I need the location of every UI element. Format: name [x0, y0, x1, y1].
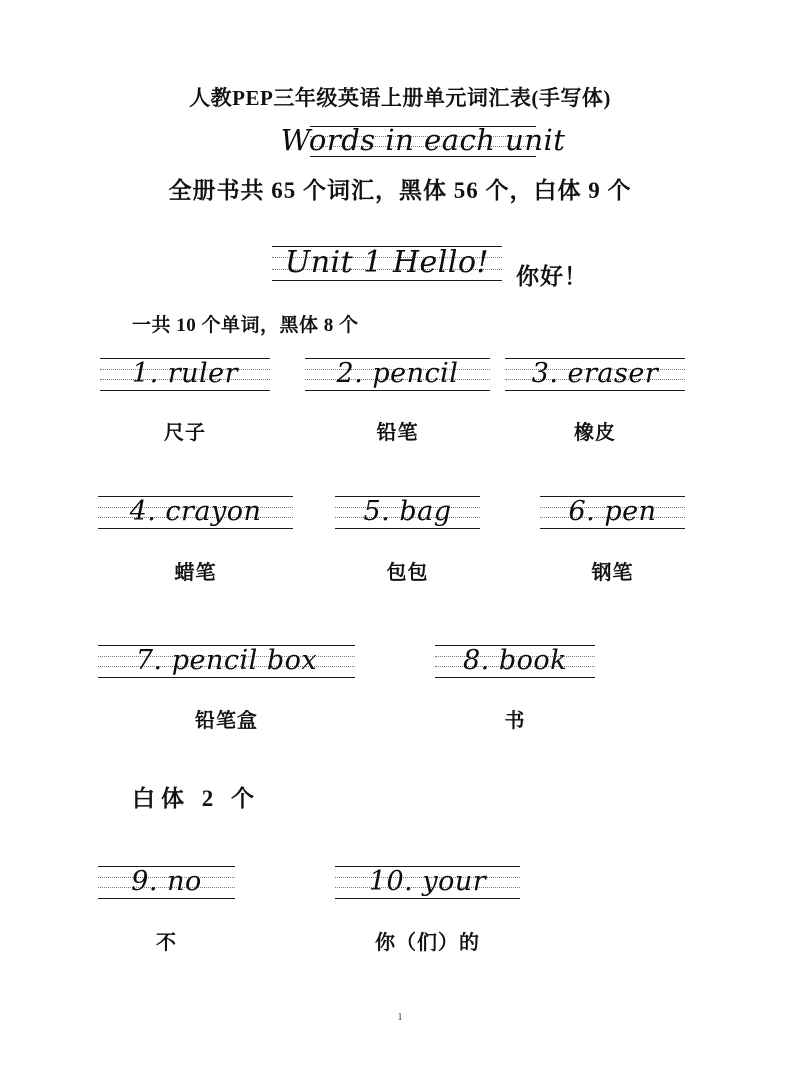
staff-rule-bottom: [505, 390, 685, 391]
unit-heading-chinese: 你好！: [516, 264, 588, 289]
staff-rule-bottom: [435, 677, 595, 678]
staff-rule-bottom: [335, 898, 520, 899]
word-caption-2: 铅笔: [376, 422, 419, 444]
page-number: 1: [397, 1012, 403, 1023]
staff-rule-bottom: [100, 390, 270, 391]
word-caption-10: 你（们）的: [375, 932, 480, 954]
word-caption-9: 不: [156, 932, 177, 954]
word-text-1: 1. ruler: [131, 357, 239, 389]
word-text-8: 8. book: [463, 644, 567, 676]
word-staff-8: [435, 645, 595, 677]
word-staff-3: [505, 358, 685, 390]
word-staff-5: [335, 496, 480, 528]
page-title: 人教PEP三年级英语上册单元词汇表(手写体): [189, 86, 611, 110]
word-caption-5: 包包: [386, 562, 429, 584]
word-text-7: 7. pencil box: [135, 644, 318, 676]
word-text-2: 2. pencil: [336, 357, 459, 389]
staff-rule-bottom: [540, 528, 685, 529]
unit-heading-staff: [272, 246, 502, 280]
white-type-note: 白体 2 个: [132, 786, 260, 811]
word-caption-6: 钢笔: [591, 562, 634, 584]
unit-heading-handwritten-text: Unit 1 Hello!: [284, 244, 490, 280]
staff-rule-bottom: [98, 677, 355, 678]
word-staff-7: [98, 645, 355, 677]
summary-text: 全册书共 65 个词汇，黑体 56 个，白体 9 个: [168, 178, 632, 203]
word-staff-2: [305, 358, 490, 390]
word-staff-10: [335, 866, 520, 898]
word-staff-1: [100, 358, 270, 390]
word-text-4: 4. crayon: [129, 495, 262, 527]
word-text-5: 5. bag: [363, 495, 452, 527]
word-caption-8: 书: [504, 710, 526, 732]
staff-rule-bottom: [98, 898, 235, 899]
word-text-9: 9. no: [131, 865, 202, 897]
word-caption-7: 铅笔盒: [195, 710, 258, 732]
word-staff-6: [540, 496, 685, 528]
unit-word-count-text: 一共 10 个单词，黑体 8 个: [132, 315, 359, 336]
staff-rule-bottom: [272, 280, 502, 281]
staff-rule-bottom: [335, 528, 480, 529]
word-caption-4: 蜡笔: [174, 562, 217, 584]
word-staff-9: [98, 866, 235, 898]
word-caption-1: 尺子: [164, 422, 206, 444]
word-staff-4: [98, 496, 293, 528]
word-text-10: 10. your: [368, 865, 487, 897]
word-text-3: 3. eraser: [531, 357, 659, 389]
word-caption-3: 橡皮: [574, 422, 616, 444]
subtitle-handwritten-text: Words in each unit: [280, 123, 566, 157]
staff-rule-bottom: [98, 528, 293, 529]
staff-rule-bottom: [305, 390, 490, 391]
subtitle-staff: [280, 123, 566, 157]
word-text-6: 6. pen: [568, 495, 657, 527]
